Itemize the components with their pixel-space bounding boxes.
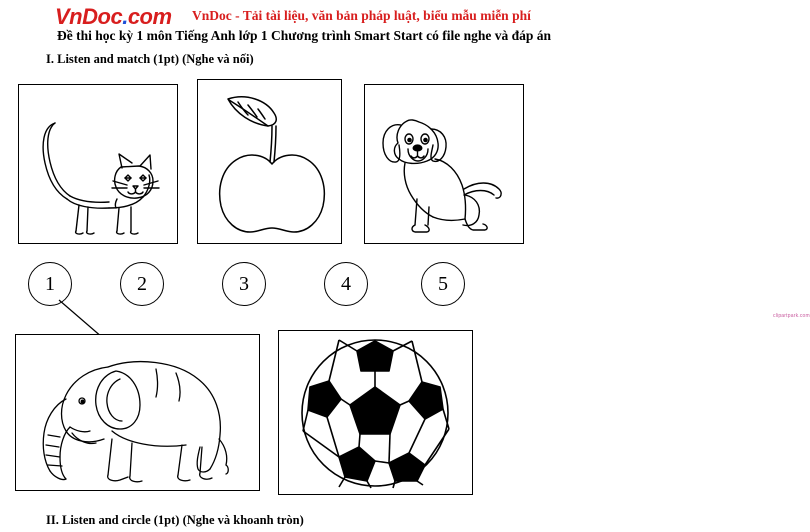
header-tagline: VnDoc - Tải tài liệu, văn bản pháp luật, biểu mẫu miễn phí — [192, 8, 531, 23]
picture-frame-apple — [197, 79, 342, 244]
match-number-4[interactable]: 4 — [324, 262, 368, 306]
page-header — [0, 0, 600, 52]
page-title: Đề thi học kỳ 1 môn Tiếng Anh lớp 1 Chương trình Smart Start có file nghe và đáp án — [57, 28, 551, 43]
match-number-2[interactable]: 2 — [120, 262, 164, 306]
picture-frame-ball — [278, 330, 473, 495]
picture-frame-dog — [364, 84, 810, 319]
dog-icon — [365, 85, 523, 243]
soccer-ball-icon — [279, 331, 472, 494]
apple-icon — [198, 80, 341, 243]
match-number-3[interactable]: 3 — [222, 262, 266, 306]
logo-text-vndoc: VnDoc — [55, 4, 123, 29]
match-number-1[interactable]: 1 — [28, 262, 72, 306]
section-heading-listen-and-circle: II. Listen and circle (1pt) (Nghe và khoanh tròn) — [46, 513, 304, 527]
cat-icon — [19, 85, 177, 243]
section-heading-listen-and-match: I. Listen and match (1pt) (Nghe và nối) — [46, 52, 254, 66]
vndoc-logo — [55, 4, 172, 30]
logo-text-com: com — [127, 4, 172, 29]
picture-frame-cat — [18, 84, 178, 244]
picture-frame-elephant — [15, 334, 260, 491]
image-watermark: clipartpark.com — [773, 313, 810, 319]
match-number-5[interactable]: 5 — [421, 262, 465, 306]
logo-dot: . — [122, 4, 128, 29]
elephant-icon — [16, 335, 259, 490]
